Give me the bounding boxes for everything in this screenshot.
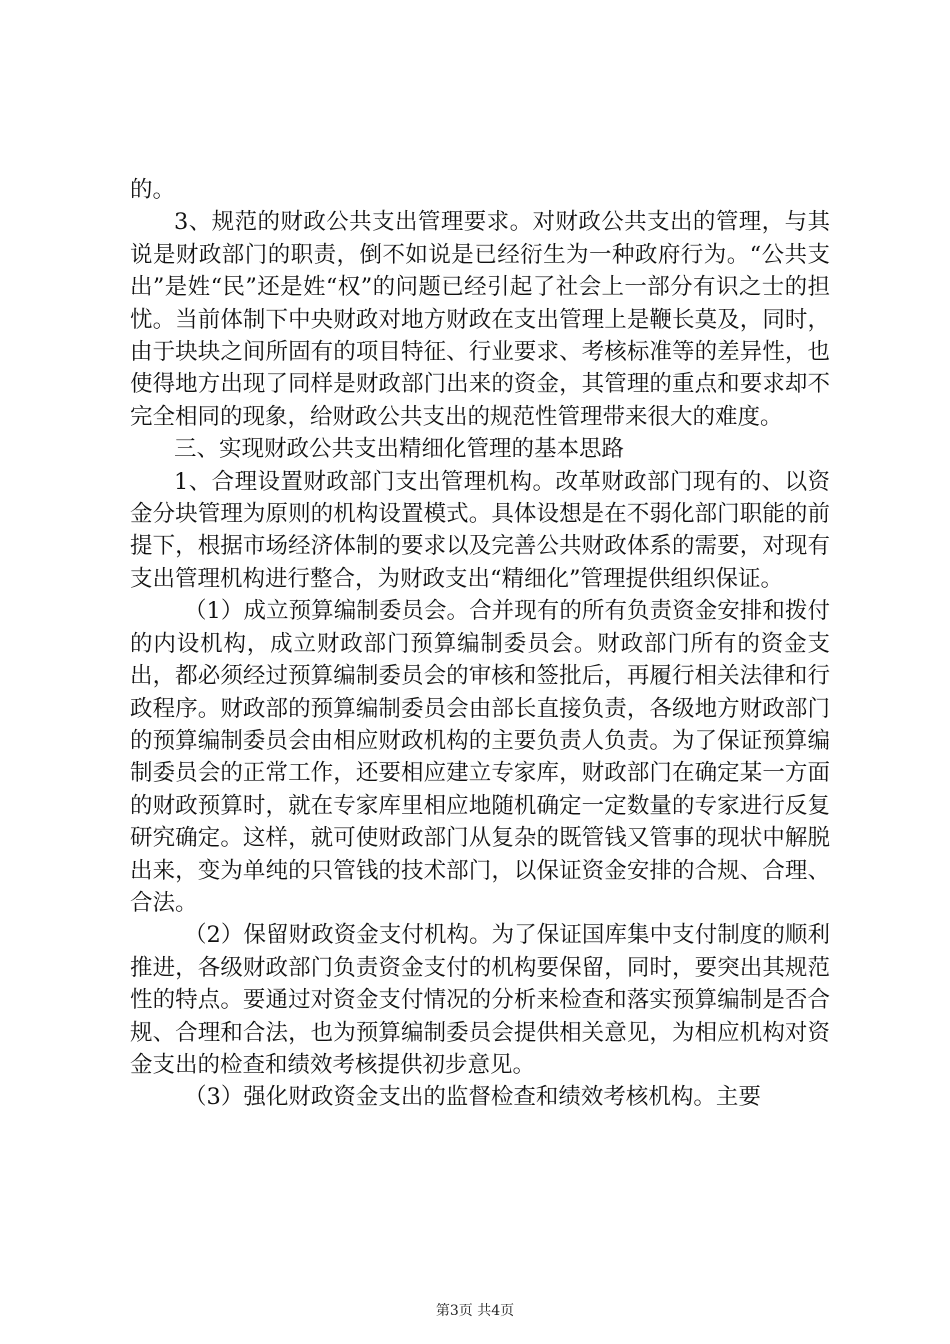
paragraph-continuation: 的。 — [130, 177, 176, 203]
paragraph-subpoint-2: （2）保留财政资金支付机构。为了保证国库集中支付制度的顺利推进，各级财政部门负责资金支付的机构要保留，同时，要突出其规范性的特点。要通过对资金支付情况的分析来检查和落实预算编制是否合规、合理和合法，也为预算编制委员会提供相关意见，为相应机构对资金支出的检查和绩效考核提供初步意见。 — [130, 922, 830, 1078]
paragraph-subpoint-1: （1）成立预算编制委员会。合并现有的所有负责资金安排和拨付的内设机构，成立财政部门预算编制委员会。财政部门所有的资金支出，都必须经过预算编制委员会的审核和签批后，再履行相关法律和行政程序。财政部的预算编制委员会由部长直接负责，各级地方财政部门的预算编制委员会由相应财政机构的主要负责人负责。为了保证预算编制委员会的正常工作，还要相应建立专家库，财政部门在确定某一方面的财政预算时，就在专家库里相应地随机确定一定数量的专家进行反复研究确定。这样，就可使财政部门从复杂的既管钱又管事的现状中解脱出来，变为单纯的只管钱的技术部门，以保证资金安排的合规、合理、合法。 — [130, 598, 830, 916]
page-number-footer: 第3页 共4页 — [435, 1303, 515, 1319]
paragraph-section-3: 3、规范的财政公共支出管理要求。对财政公共支出的管理，与其说是财政部门的职责，倒不如说是已经衍生为一种政府行为。“公共支出”是姓“民”还是姓“权”的问题已经引起了社会上一部分有识之士的担忧。当前体制下中央财政对地方财政在支出管理上是鞭长莫及，同时，由于块块之间所固有的项目特征、行业要求、考核标准等的差异性，也使得地方出现了同样是财政部门出来的资金，其管理的重点和要求却不完全相同的现象，给财政公共支出的规范性管理带来很大的难度。 — [130, 209, 830, 430]
paragraph-point-1: 1、合理设置财政部门支出管理机构。改革财政部门现有的、以资金分块管理为原则的机构设置模式。具体设想是在不弱化部门职能的前提下，根据市场经济体制的要求以及完善公共财政体系的需要，对现有支出管理机构进行整合，为财政支出“精细化”管理提供组织保证。 — [130, 468, 830, 592]
section-heading: 三、实现财政公共支出精细化管理的基本思路 — [174, 436, 625, 463]
paragraph-subpoint-3: （3）强化财政资金支出的监督检查和绩效考核机构。主要 — [184, 1084, 761, 1111]
document-body — [130, 174, 830, 1114]
